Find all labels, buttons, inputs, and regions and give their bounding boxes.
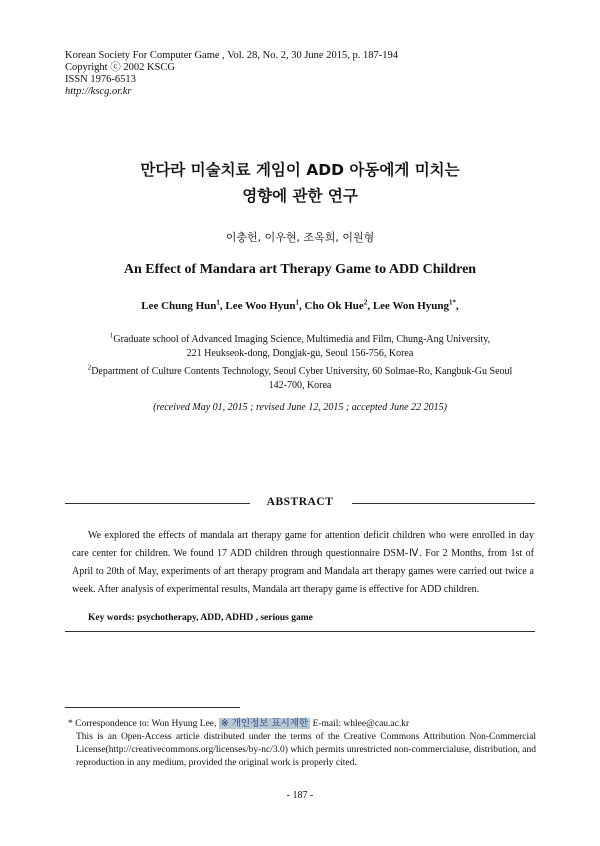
- correspondence-email[interactable]: E-mail: whlee@cau.ac.kr: [312, 719, 410, 729]
- affiliation-2: [0, 365, 600, 393]
- korean-title: [0, 157, 600, 209]
- author-name: Lee Chung Hun: [141, 300, 217, 312]
- affiliation-1-line2: 221 Heukseok-dong, Dongjak-gu, Seoul 156-756, Korea: [186, 348, 414, 359]
- english-title: An Effect of Mandara art Therapy Game to ADD Children: [123, 262, 477, 277]
- korean-title-line2: 영향에 관한 연구: [242, 187, 358, 205]
- affiliation-2-mark: 2: [87, 363, 92, 372]
- author-affiliation-mark: 1: [216, 298, 220, 307]
- abstract-rule-right: [352, 503, 535, 504]
- author-name: Lee Won Hyung: [372, 300, 450, 312]
- author-name: Cho Ok Hue: [304, 300, 364, 312]
- author-separator: ,: [299, 300, 305, 312]
- issn: ISSN 1976-6513: [65, 74, 136, 85]
- author-separator: ,: [367, 300, 373, 312]
- journal-header: [65, 50, 398, 98]
- affiliation-2-line2: 142-700, Korea: [268, 380, 332, 391]
- received-dates: (received May 01, 2015 ; revised June 12, 2015 ; accepted June 22 2015): [153, 402, 447, 413]
- abstract-body: We explored the effects of mandala art therapy game for attention deficit children who were enrolled in day care center for children. We found 17 ADD children through questionnaire DSM-Ⅳ. For 2 Months, from 1st of April to 20th of May, experiments of art therapy program and Mandala art therapy games were carried out twice a week. After analysis of experimental results, Mandala art therapy game is effective for ADD children.: [72, 530, 534, 595]
- affiliation-1-mark: 1: [109, 331, 114, 340]
- footnote: [68, 717, 536, 770]
- abstract-heading: ABSTRACT: [266, 496, 334, 508]
- abstract-bottom-rule: [65, 631, 535, 632]
- english-authors: [0, 300, 600, 312]
- author-separator: ,: [456, 300, 459, 312]
- page-number: - 187 -: [286, 790, 314, 801]
- affiliation-1-line1: Graduate school of Advanced Imaging Science, Multimedia and Film, Chung-Ang University,: [113, 334, 491, 345]
- license-text: This is an Open-Access article distributed under the terms of the Creative Commons Attribution Non-Commercial License(http://creativecommons.org/licenses/by-nc/3.0) which permits unrestricted non-commercialuse, distribution, and reproduction in any medium, provided the original work is properly cited.: [76, 732, 536, 768]
- author-affiliation-mark: 1: [295, 298, 300, 307]
- correspondence: * Correspondence to: Won Hyung Lee,: [68, 719, 217, 729]
- korean-authors: 이충헌, 이우현, 조옥희, 이원형: [225, 231, 375, 244]
- footnote-rule: [65, 707, 240, 708]
- keywords: Key words: psychotherapy, ADD, ADHD , serious game: [88, 613, 313, 623]
- author-separator: ,: [219, 300, 226, 312]
- affiliation-1: [0, 333, 600, 361]
- copyright: Copyright ⓒ 2002 KSCG: [65, 62, 175, 73]
- journal-citation: Korean Society For Computer Game , Vol. 28, No. 2, 30 June 2015, p. 187-194: [65, 50, 398, 61]
- journal-url[interactable]: http://kscg.or.kr: [65, 86, 132, 97]
- korean-title-line1: 만다라 미술치료 게임이 ADD 아동에게 미치는: [140, 161, 460, 179]
- author-name: Lee Woo Hyun: [225, 300, 296, 312]
- affiliation-2-line1: Department of Culture Contents Technology, Seoul Cyber University, 60 Solmae-Ro, Kangbuk-Gu Seoul: [91, 366, 513, 377]
- author-affiliation-mark: 1*: [449, 298, 457, 307]
- author-affiliation-mark: 2: [363, 298, 368, 307]
- redaction-box: ※ 개인정보 표시제한: [220, 718, 309, 729]
